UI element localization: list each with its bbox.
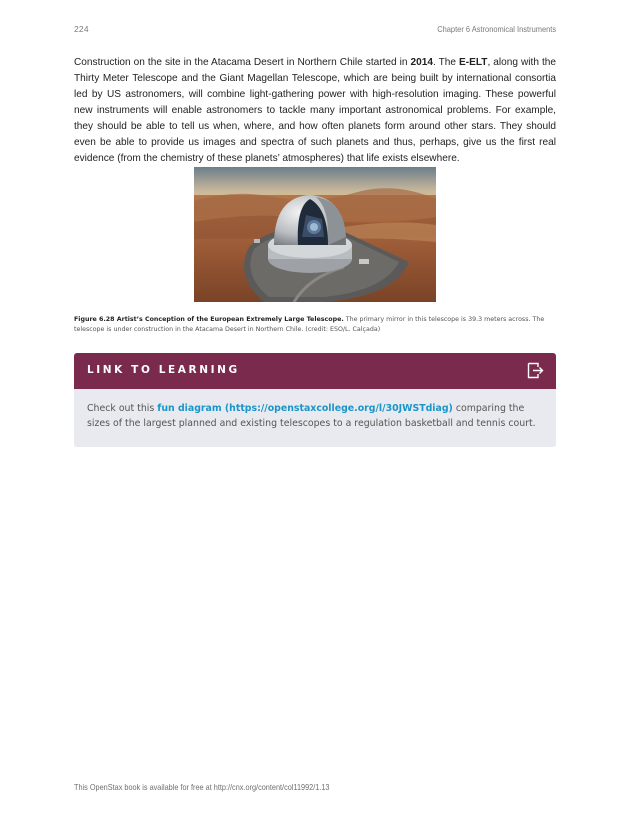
link-to-learning-title: LINK TO LEARNING (87, 364, 240, 376)
footer-note: This OpenStax book is available for free at http://cnx.org/content/col11992/1.13 (74, 782, 330, 792)
figure-label: Figure 6.28 Artist’s Conception of the European Extremely Large Telescope. (74, 316, 344, 323)
fun-diagram-link[interactable]: fun diagram (https://openstaxcollege.org/l/30JWSTdiag) (157, 403, 453, 414)
body-paragraph (74, 55, 556, 167)
link-text-start: Check out this (87, 403, 158, 414)
paragraph-text-mid: . The (433, 57, 460, 68)
year-emphasis: 2014 (410, 57, 433, 68)
external-link-icon (527, 362, 544, 379)
telescope-figure-image (194, 167, 436, 302)
link-to-learning-text (87, 401, 543, 431)
link-text-end: comparing the sizes of the largest planned and existing telescopes to a regulation basketball and tennis court. (87, 403, 536, 429)
link-to-learning-box (74, 353, 556, 447)
paragraph-text-end: , along with the Thirty Meter Telescope and the Giant Magellan Telescope, which are being built by international consortia led by US astronomers, will combine light-gathering power with high-resolution imaging. These powerful new instruments will enable astronomers to tackle many important astronomical problems. For example, they should be able to tell us when, where, and how often planets form around other stars. They should even be able to provide us images and spectra of such planets and thus, perhaps, give us the first real evidence (from the chemistry of these planets’ atmospheres) that life exists elsewhere. (74, 57, 556, 164)
telescope-abbrev-emphasis: E-ELT (459, 57, 488, 68)
running-head: Chapter 6 Astronomical Instruments (437, 24, 556, 34)
paragraph-text-start: Construction on the site in the Atacama Desert in Northern Chile started in (74, 57, 411, 68)
page-number: 224 (74, 24, 89, 34)
link-to-learning-header (74, 353, 556, 389)
figure-caption (74, 315, 556, 334)
figure-caption-text: The primary mirror in this telescope is 39.3 meters across. The telescope is under construction in the Atacama Desert in Northern Chile. (credit: ESO/L. Calçada) (74, 316, 545, 333)
